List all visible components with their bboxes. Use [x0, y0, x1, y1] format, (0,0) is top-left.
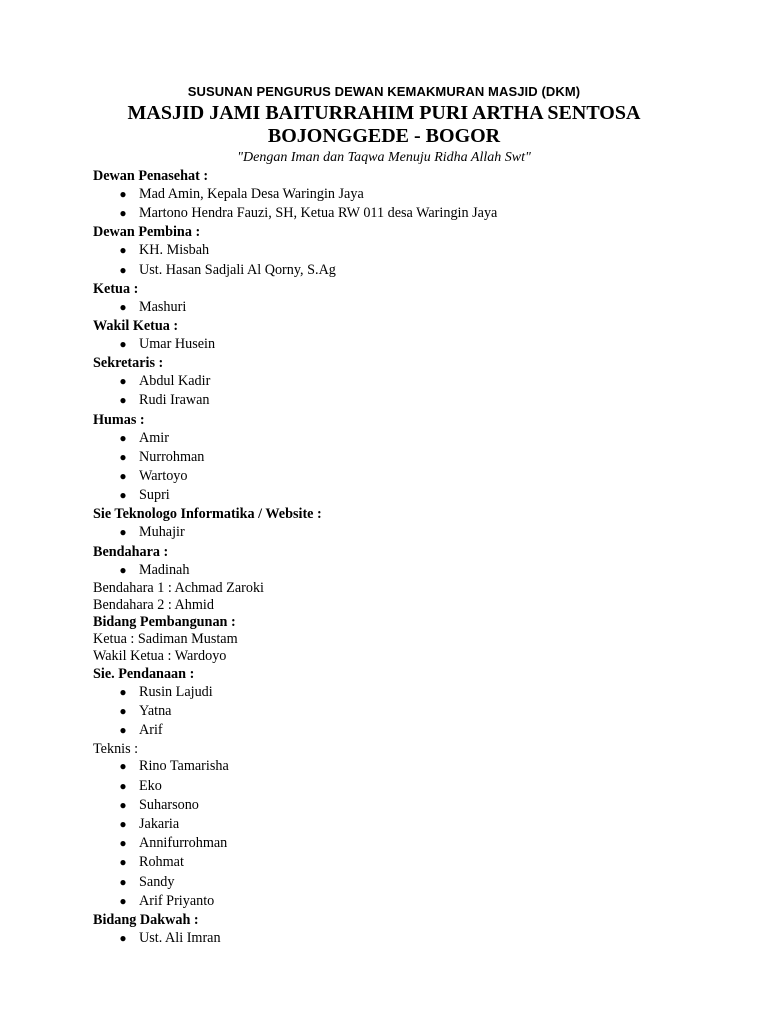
list-item-text: Eko: [139, 777, 162, 794]
document-title-line-1: MASJID JAMI BAITURRAHIM PURI ARTHA SENTOSA: [127, 102, 641, 124]
list-item-text: Mad Amin, Kepala Desa Waringin Jaya: [139, 186, 364, 202]
list-item-text: Arif: [139, 722, 163, 739]
document-tagline: "Dengan Iman dan Taqwa Menuju Ridha Allah Swt": [237, 150, 531, 165]
list-item-text: Ust. Ali Imran: [139, 930, 221, 947]
list-item: [93, 834, 768, 853]
bullet-icon: ●: [119, 449, 127, 464]
bullet-icon: ●: [119, 299, 127, 314]
list-item: [93, 523, 768, 542]
document-kicker: SUSUNAN PENGURUS DEWAN KEMAKMURAN MASJID (DKM): [187, 84, 581, 99]
list-item-text: Yatna: [139, 703, 172, 720]
list-item: [93, 561, 768, 580]
detail-line: Bendahara 1 : Achmad Zaroki: [93, 579, 264, 596]
section-heading: Wakil Ketua :: [93, 318, 179, 335]
section-heading: Bendahara :: [93, 543, 169, 560]
organization-list: [93, 167, 768, 948]
section-heading: Bidang Dakwah :: [93, 912, 199, 929]
list-item: [93, 777, 768, 796]
list-item: [93, 796, 768, 815]
list-item: [93, 204, 768, 223]
bullet-icon: ●: [119, 893, 127, 908]
bullet-icon: ●: [119, 759, 127, 774]
bullet-icon: ●: [119, 855, 127, 870]
bullet-icon: ●: [119, 374, 127, 389]
section-heading: Sie. Pendanaan :: [93, 666, 195, 683]
bullet-icon: ●: [119, 778, 127, 793]
bullet-icon: ●: [119, 685, 127, 700]
list-item-text: Annifurrohman: [139, 835, 228, 852]
section-heading: Sie Teknologo Informatika / Website :: [93, 506, 322, 523]
section-heading: Bidang Pembangunan :: [93, 614, 236, 631]
list-item-text: Supri: [139, 487, 170, 504]
list-item: [93, 467, 768, 486]
bullet-icon: ●: [119, 393, 127, 408]
bullet-icon: ●: [119, 874, 127, 889]
section-heading: Dewan Penasehat :: [93, 168, 209, 184]
bullet-icon: ●: [119, 243, 127, 258]
list-item-text: Sandy: [139, 873, 175, 890]
bullet-icon: ●: [119, 797, 127, 812]
bullet-icon: ●: [119, 488, 127, 503]
list-item: [93, 486, 768, 505]
list-item-text: Rino Tamarisha: [139, 758, 229, 775]
list-item: [93, 429, 768, 448]
list-item-text: Amir: [139, 429, 169, 446]
section-heading: Ketua :: [93, 280, 139, 297]
list-item-text: Mashuri: [139, 298, 187, 315]
list-item-text: Wartoyo: [139, 468, 188, 485]
section-heading: Dewan Pembina :: [93, 224, 201, 241]
list-item-text: Madinah: [139, 561, 190, 578]
bullet-icon: ●: [119, 469, 127, 484]
list-item-text: Muhajir: [139, 524, 185, 541]
list-item: [93, 757, 768, 776]
bullet-icon: ●: [119, 262, 127, 277]
bullet-icon: ●: [119, 723, 127, 738]
list-item-text: KH. Misbah: [139, 242, 210, 259]
list-item-text: Ust. Hasan Sadjali Al Qorny, S.Ag: [139, 261, 336, 278]
list-item: [93, 853, 768, 872]
bullet-icon: ●: [119, 337, 127, 352]
list-item: [93, 298, 768, 317]
list-item: [93, 391, 768, 410]
list-item: [93, 185, 768, 204]
list-item-text: Rudi Irawan: [139, 392, 210, 409]
list-item: [93, 815, 768, 834]
list-item-text: Rohmat: [139, 854, 184, 871]
list-item: [93, 448, 768, 467]
list-item: [93, 261, 768, 280]
list-item-text: Rusin Lajudi: [139, 684, 213, 701]
list-item-text: Jakaria: [139, 816, 180, 833]
bullet-icon: ●: [119, 931, 127, 946]
detail-line: Bendahara 2 : Ahmid: [93, 596, 214, 613]
detail-line: Ketua : Sadiman Mustam: [93, 631, 238, 648]
section-heading: Sekretaris :: [93, 355, 164, 372]
section-heading: Humas :: [93, 411, 145, 428]
list-item: [93, 873, 768, 892]
document-title-line-2: BOJONGGEDE - BOGOR: [267, 125, 501, 147]
bullet-icon: ●: [119, 430, 127, 445]
bullet-icon: ●: [119, 206, 127, 221]
list-item: [93, 702, 768, 721]
list-item: [93, 241, 768, 260]
list-item-text: Arif Priyanto: [139, 892, 215, 909]
bullet-icon: ●: [119, 817, 127, 832]
bullet-icon: ●: [119, 187, 127, 201]
list-item-text: Umar Husein: [139, 336, 216, 353]
list-item-text: Abdul Kadir: [139, 373, 211, 390]
list-item-text: Nurrohman: [139, 448, 205, 465]
detail-line: Teknis :: [93, 740, 139, 757]
document-header: [0, 83, 768, 166]
detail-line: Wakil Ketua : Wardoyo: [93, 648, 227, 665]
list-item-text: Martono Hendra Fauzi, SH, Ketua RW 011 desa Waringin Jaya: [139, 205, 498, 222]
bullet-icon: ●: [119, 562, 127, 577]
list-item: [93, 335, 768, 354]
list-item: [93, 929, 768, 948]
list-item: [93, 721, 768, 740]
list-item: [93, 892, 768, 911]
list-item: [93, 372, 768, 391]
bullet-icon: ●: [119, 525, 127, 540]
bullet-icon: ●: [119, 836, 127, 851]
list-item: [93, 683, 768, 702]
list-item-text: Suharsono: [139, 796, 199, 813]
bullet-icon: ●: [119, 704, 127, 719]
